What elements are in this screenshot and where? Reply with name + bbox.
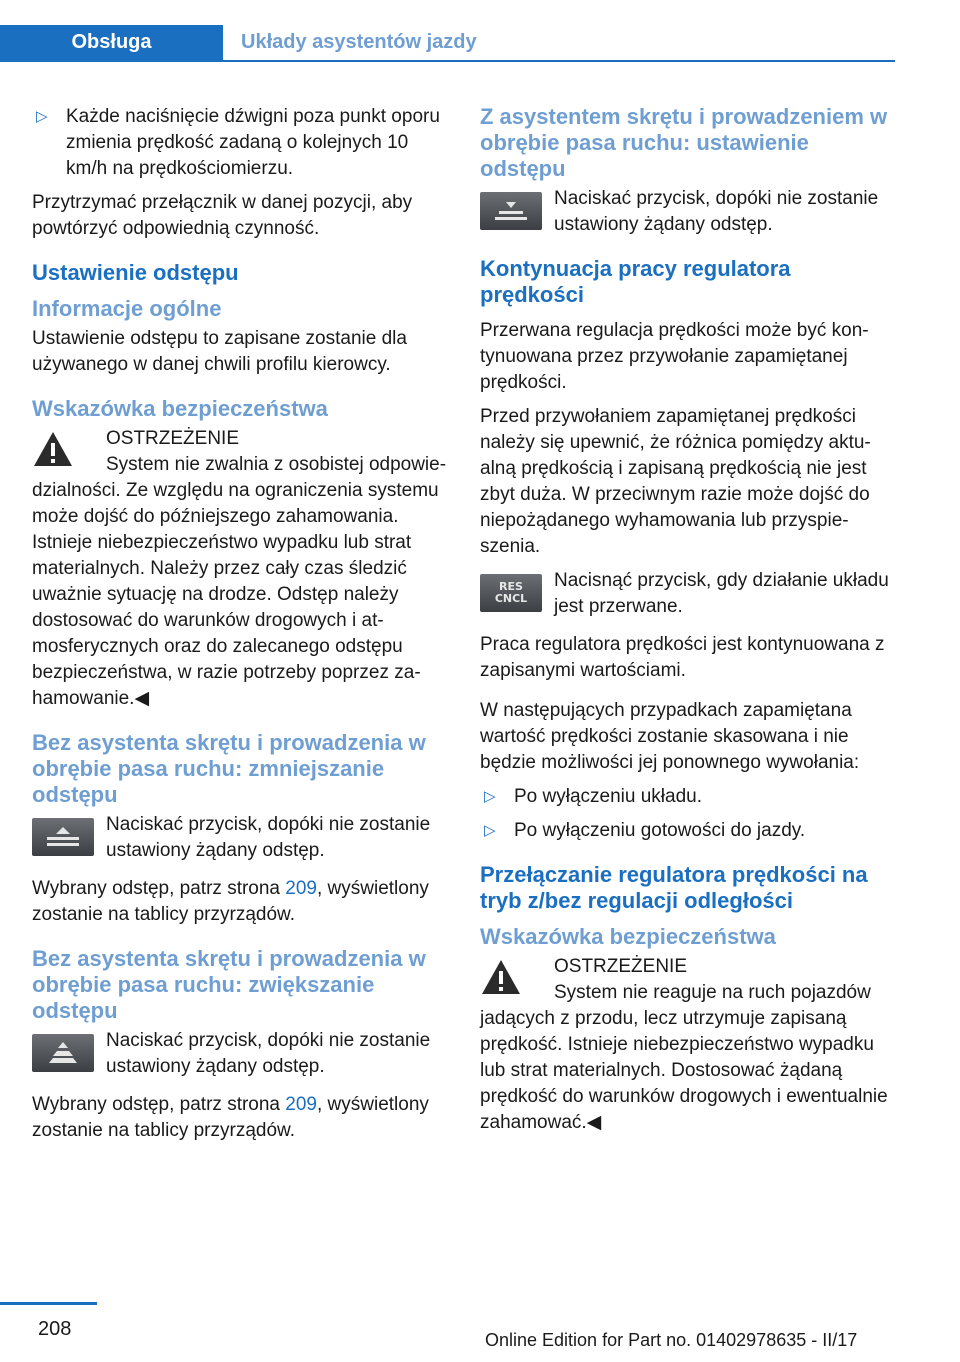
right-column	[480, 104, 897, 1144]
list-item	[480, 784, 897, 810]
paragraph	[32, 876, 449, 928]
button-instruction	[32, 812, 449, 864]
distance-decrease-icon	[41, 824, 85, 850]
warning-title: OSTRZEŻENIE	[106, 428, 240, 449]
subsection-heading: Wskazówka bezpieczeństwa	[32, 396, 328, 421]
subsection-heading: Wskazówka bezpieczeństwa	[480, 924, 776, 949]
page-link[interactable]: 209	[285, 1094, 317, 1115]
warning-text: System nie zwalnia z osobistej odpowiedzialności. Ze względu na ograniczenia systemu może dojść do późniejszego zahamowania. Istnieje niebezpieczeństwo wypadku lub strat materialnych. Należy przez cały czas śledzić uważnie sytuację na drodze. Odstęp należy dostosować do warunków drogowych i atmosferycznych oraz do zalecanego odstępu bezpieczeństwa, w razie potrzeby poprzez zahamowanie.◀	[32, 454, 447, 709]
section-heading: Przełączanie regulatora prędkości na tryb z/bez regulacji odległości	[480, 862, 868, 913]
header-tab-driver-assist[interactable]	[223, 25, 893, 60]
edition-note: Online Edition for Part no. 01402978635 - II/17	[485, 1330, 858, 1350]
paragraph-text: , wyświetlony zostanie na tablicy przyrządów.	[32, 1094, 429, 1141]
warning-text: System nie reaguje na ruch pojazdów jadących z przodu, lecz utrzymuje zapisaną prędkość. Istnieje niebezpieczeństwo wypadku lub strat materialnych. Dostosować żądaną prędkość do warunków drogowych i ewentualnie zahamować.◀	[480, 982, 888, 1133]
paragraph-text: Wybrany odstęp, patrz strona	[32, 1094, 286, 1115]
paragraph-text: , wyświetlony zostanie na tablicy przyrządów.	[32, 878, 429, 925]
warning-title: OSTRZEŻENIE	[554, 956, 688, 977]
paragraph: Przed przywołaniem zapamiętanej prędkości należy się upewnić, że różnica pomiędzy aktualną prędkością i zapisaną prędkością nie jest zbyt duża. W przeciwnym razie może dojść do niepożądanego wyhamowania lub przyspieszenia.	[480, 406, 871, 557]
subsection-heading: Z asystentem skrętu i prowadzeniem w obrębie pasa ruchu: ustawienie odstępu	[480, 104, 888, 181]
button-instruction-text: Naciskać przycisk, dopóki nie zostanie ustawiony żądany odstęp.	[554, 188, 879, 235]
paragraph-text: Wybrany odstęp, patrz strona	[32, 878, 286, 899]
button-instruction-text: Nacisnąć przycisk, gdy działanie układu jest przerwane.	[554, 570, 889, 617]
button-instruction-text: Naciskać przycisk, dopóki nie zostanie ustawiony żądany odstęp.	[106, 1030, 431, 1077]
paragraph: Przerwana regulacja prędkości może być kontynuowana przez przywołanie zapamiętanej prędkości.	[480, 320, 869, 393]
footer-divider	[0, 1302, 97, 1305]
warning-triangle-icon	[480, 958, 522, 996]
paragraph: Ustawienie odstępu to zapisane zostanie dla używanego w danej chwili profilu kierowcy.	[32, 328, 407, 375]
warning-block	[480, 954, 897, 1136]
paragraph: Przytrzymać przełącznik w danej pozycji, aby powtórzyć odpowiednią czynność.	[32, 192, 413, 239]
subsection-heading: Bez asystenta skrętu i prowadzenia w obrębie pasa ruchu: zmniejszanie odstępu	[32, 730, 426, 807]
warning-block	[32, 426, 449, 712]
list-item-text: Każde naciśnięcie dźwigni poza punkt oporu zmienia prędkość zadaną o kolejnych 10 km/h na prędkościomierzu.	[66, 106, 440, 179]
header-tab-label: Układy asystentów jazdy	[241, 31, 477, 53]
subsection-heading: Bez asystenta skrętu i prowadzenia w obrębie pasa ruchu: zwiększanie odstępu	[32, 946, 426, 1023]
button-instruction-text: Naciskać przycisk, dopóki nie zostanie ustawiony żądany odstęp.	[106, 814, 431, 861]
button-instruction	[32, 1028, 449, 1080]
header-divider	[0, 60, 895, 62]
list-item	[480, 818, 897, 844]
header-tab-label: Obsługa	[71, 31, 152, 53]
triangle-bullet-icon: ▷	[484, 822, 496, 839]
paragraph: Praca regulatora prędkości jest kontynuowana z zapisanymi wartościami.	[480, 634, 885, 681]
distance-set-icon	[489, 198, 533, 224]
button-instruction	[480, 186, 897, 238]
res-label: RES	[499, 580, 523, 593]
subsection-heading: Informacje ogólne	[32, 296, 222, 321]
distance-set-button-image	[480, 192, 542, 230]
distance-increase-button-image	[32, 1034, 94, 1072]
paragraph: W następujących przypadkach zapamiętana wartość prędkości zostanie skasowana i nie będzie możliwości jej ponownego wywołania:	[480, 700, 860, 773]
warning-triangle-icon	[32, 430, 74, 468]
triangle-bullet-icon: ▷	[36, 108, 48, 125]
left-column	[32, 104, 449, 1152]
distance-decrease-button-image	[32, 818, 94, 856]
cncl-label: CNCL	[494, 592, 528, 605]
list-item-text: Po wyłączeniu gotowości do jazdy.	[514, 820, 806, 841]
section-heading: Ustawienie odstępu	[32, 260, 239, 285]
list-item	[32, 104, 449, 182]
section-heading: Kontynuacja pracy regulatora prędkości	[480, 256, 791, 307]
list-item-text: Po wyłączeniu układu.	[514, 786, 702, 807]
res-cncl-button-image	[480, 574, 542, 612]
triangle-bullet-icon: ▷	[484, 788, 496, 805]
header-tab-obsluga[interactable]	[0, 25, 223, 60]
paragraph	[32, 1092, 449, 1144]
distance-increase-icon	[41, 1040, 85, 1066]
page-number: 208	[38, 1318, 72, 1340]
page-link[interactable]: 209	[285, 878, 317, 899]
button-instruction	[480, 568, 897, 620]
